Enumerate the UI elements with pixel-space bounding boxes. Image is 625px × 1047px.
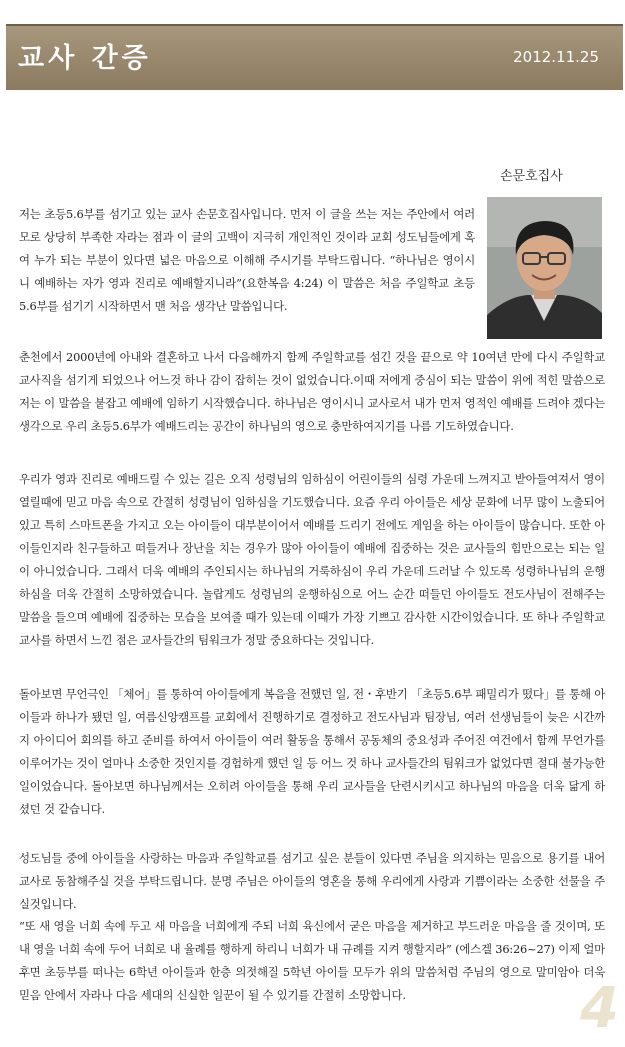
page-number: 4	[580, 976, 619, 1041]
page-header	[6, 24, 623, 90]
paragraph-2: 춘천에서 2000년에 아내와 결혼하고 나서 다음해까지 함께 주일학교를 섬긴 것을 끝으로 약 10여년 만에 다시 주일학교 교사직을 섬기게 되었으나 어느것 하나 감이 잡히는 것이 없었습니다.이때 저에게 중심이 되는 말씀이 위에 적힌 말씀으로 저는 이 말씀을 붙잡고 예배에 임하기 시작했습니다. 하나님은 영이시니 교사로서 내가 먼저 영적인 예배를 드려야 겠다는 생각으로 우리 초등5.6부가 예배드리는 공간이 하나님의 영으로 충만하여지기를 나름 기도하였습니다.	[19, 350, 605, 433]
author-portrait-icon	[487, 197, 602, 339]
paragraph-4: 돌아보면 무언극인 「체어」를 통하여 아이들에게 복음을 전했던 일, 전・후반기 「초등5.6부 패밀리가 떴다」를 통해 아이들과 하나가 됐던 일, 여름신앙캠프를 교회에서 진행하기로 결정하고 전도사님과 팀장님, 여러 선생님들이 늦은 시간까지 아이디어 회의를 하고 준비를 하여서 아이들이 여러 활동을 통해서 공동체의 중요성과 주어진 여건에서 함께 무언가를 이루어가는 것이 얼마나 소중한 것인지를 경험하게 했던 일 등 어느 것 하나 교사들간의 팀워크가 없었다면 절대 불가능한 일이었습니다. 돌아보면 하나님께서는 오히려 아이들을 통해 우리 교사들을 단련시키시고 하나님의 마음을 더욱 닮게 하셨던 것 같습니다.	[19, 687, 605, 816]
date-label: 2012.11.25	[513, 48, 599, 66]
paragraph-1: 저는 초등5.6부를 섬기고 있는 교사 손문호집사입니다. 먼저 이 글을 쓰는 저는 주안에서 여러모로 상당히 부족한 자라는 점과 이 글의 고백이 지극히 개인적인 것이라 교회 성도님들에게 혹여 누가 되는 부분이 있다면 넓은 마음으로 이해해 주시기를 부탁드립니다. “하나님은 영이시니 예배하는 자가 영과 진리로 예배할지니라”(요한복음 4:24) 이 말씀은 처음 주일학교 초등5.6부를 섬기기 시작하면서 맨 처음 생각난 말씀입니다.	[19, 207, 475, 313]
paragraph-3: 우리가 영과 진리로 예배드릴 수 있는 길은 오직 성령님의 임하심이 어린이들의 심령 가운데 느껴지고 받아들여져서 영이 열릴때에 믿고 마음 속으로 간절히 성령님이 임하심을 기도했습니다. 요즘 우리 아이들은 세상 문화에 너무 많이 노출되어있고 특히 스마트폰을 가지고 오는 아이들이 대부분이어서 예배를 드리기 전에도 게임을 하는 아이들이 많습니다. 또한 아이들인지라 친구들하고 떠들거나 장난을 치는 경우가 많아 아이들이 예배에 집중하는 것은 교사들의 힘만으로는 되는 일이 아니었습니다. 그래서 더욱 예배의 주인되시는 하나님의 거룩하심이 우리 가운데 드러날 수 있도록 성령하나님의 운행하심을 더욱 간절히 소망하였습니다. 놀랍게도 성령님의 운행하심으로 어느 순간 떠들던 아이들도 전도사님이 전해주는 말씀을 들으며 예배에 집중하는 모습을 보여줄 때가 있는데 이때가 가장 기쁘고 감사한 시간이었습니다. 또 하나 주일학교 교사를 하면서 느낀 점은 교사들간의 팀워크가 정말 중요하다는 것입니다.	[19, 472, 605, 647]
author-name: 손문호집사	[500, 169, 563, 184]
paragraph-6: “또 새 영을 너희 속에 두고 새 마음을 너희에게 주되 너희 육신에서 굳은 마음을 제거하고 부드러운 마음을 줄 것이며, 또 내 영을 너희 속에 두어 너희로 내 율례를 행하게 하리니 너희가 내 규례를 지켜 행할지라” (에스겔 36:26~27) 이제 얼마 후면 초등부를 떠나는 6학년 아이들과 한층 의젓해질 5학년 아이들 모두가 위의 말씀처럼 주님의 영으로 말미암아 더욱 믿음 안에서 자라나 다음 세대의 신실한 일꾼이 될 수 있기를 간절히 소망합니다.	[19, 919, 605, 1002]
paragraph-5: 성도님들 중에 아이들을 사랑하는 마음과 주일학교를 섬기고 싶은 분들이 있다면 주님을 의지하는 믿음으로 용기를 내어 교사로 동참해주실 것을 부탁드립니다. 분명 주님은 아이들의 영혼을 통해 우리에게 사랑과 기쁨이라는 소중한 선물을 주실것입니다.	[19, 851, 605, 911]
author-photo	[487, 197, 602, 339]
page-title: 교사 간증	[18, 43, 152, 74]
